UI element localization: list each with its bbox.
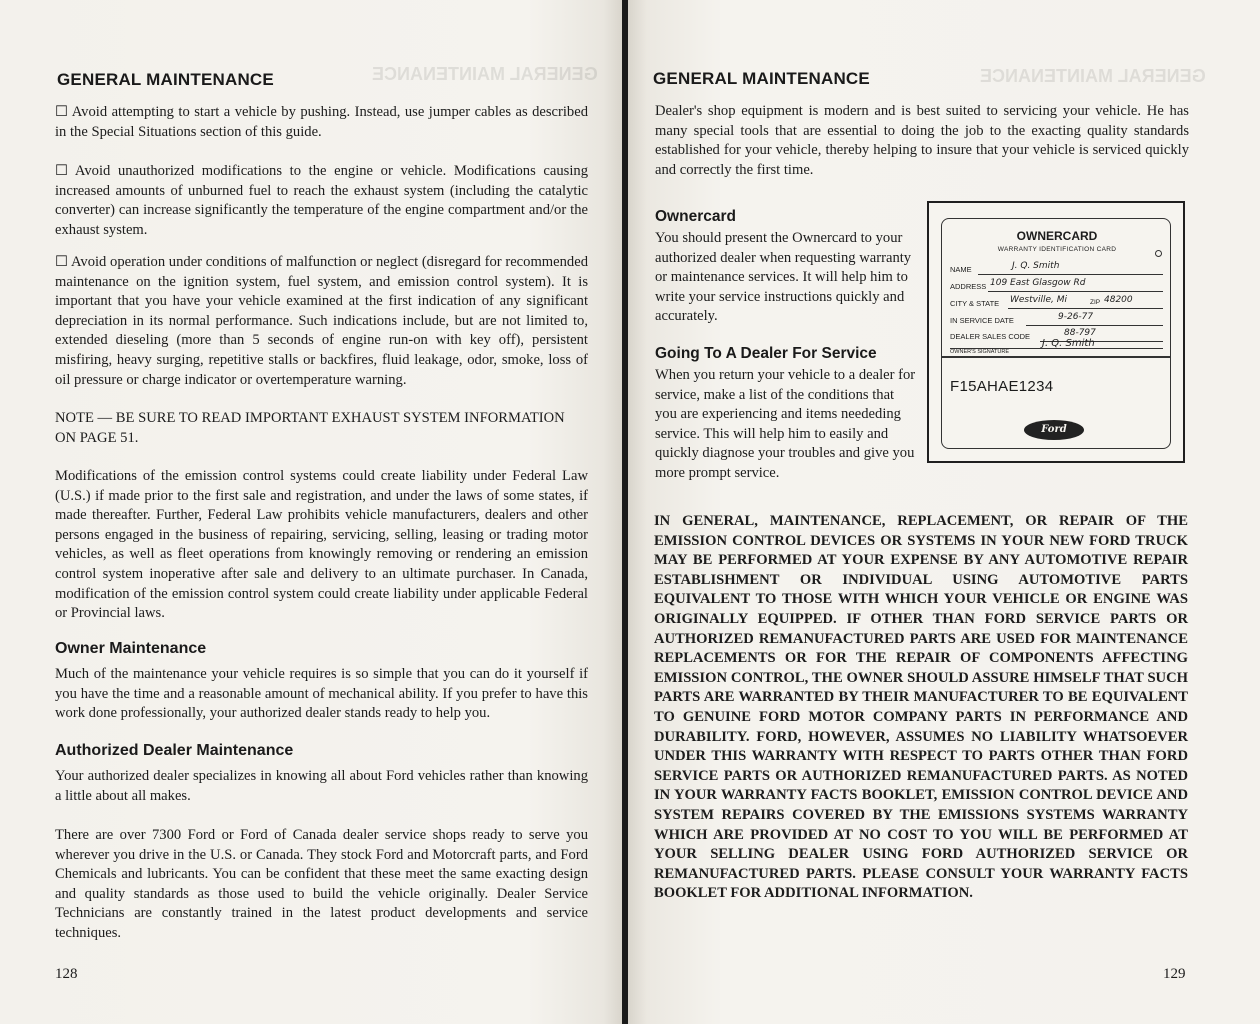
ghost-heading-left: GENERAL MAINTENANCE [372,64,598,84]
card-city-value: Westville, Mi [1010,295,1068,305]
ghost-heading-right: GENERAL MAINTENANCE [980,66,1206,86]
checklist-item: ☐ Avoid attempting to start a vehicle by pushing. Instead, use jumper cables as described in the Special Situations section of this guide. [55,104,588,140]
card-date-value: 9-26-77 [1058,312,1094,322]
going-to-dealer-text: When you return your vehicle to a dealer for service, make a list of the conditions that you are experiencing and items neededing service. This will help him to easily and quickly diagnose your troubles and give you more prompt service. [655,367,916,481]
card-date-line [1026,325,1163,326]
page-heading: GENERAL MAINTENANCE [653,69,870,88]
owner-maintenance-heading: Owner Maintenance [55,640,207,657]
card-city-line [1008,308,1163,309]
ownercard-illustration [927,201,1185,463]
card-serial-panel [941,357,1171,449]
page-number: 129 [1163,966,1186,982]
dealer-shops-text: There are over 7300 Ford or Ford of Canada dealer service shops ready to serve you wherever you drive in the U.S. or Canada. They stock Ford and Motorcraft parts, and Ford Chemicals and lubricants. You can be confident that these meet the same exacting design and quality standards as those used to build the vehicle originally. Dealer Service Technicians are constantly trained in the latest product developments and service techniques. [55,827,588,941]
card-address-label: ADDRESS [950,282,987,291]
ownercard-text: You should present the Ownercard to your authorized dealer when requesting warranty or maintenance services. It will help him to write your service instructions quickly and accurately. [655,230,912,325]
ownercard-heading: Ownercard [655,208,736,225]
card-subtitle: WARRANTY IDENTIFICATION CARD [997,246,1117,253]
checklist-item: ☐ Avoid unauthorized modifications to the engine or vehicle. Modifications causing increased amounts of unburned fuel to reach the exhaust system (including the catalytic converter) can increase significantly the temperature of the engine compartment and/or the exhaust system. [55,163,588,238]
ford-logo-icon: Ford [1024,420,1084,440]
card-hole-icon [1155,250,1162,257]
card-city-label: CITY & STATE [950,299,1000,308]
card-info-panel [941,218,1171,357]
right-page [628,0,1260,1024]
intro-paragraph: Dealer's shop equipment is modern and is best suited to servicing your vehicle. He has many special tools that are essential to doing the job to the exacting quality standards established for your vehicle, thereby helping to insure that your vehicle is serviced quickly and correctly the first time. [655,103,1189,178]
card-signature: J. Q. Smith [1042,338,1095,349]
card-date-label: IN SERVICE DATE [950,316,1014,325]
card-title: OWNERCARD [1016,229,1098,243]
dealer-maintenance-heading: Authorized Dealer Maintenance [55,742,294,759]
card-address-value: 109 East Glasgow Rd [990,278,1086,288]
card-serial-number: F15AHAE1234 [950,378,1054,395]
card-name-label: NAME [950,265,972,274]
exhaust-note: NOTE — BE SURE TO READ IMPORTANT EXHAUST SYSTEM INFORMATION ON PAGE 51. [55,410,565,446]
left-page [0,0,622,1024]
owner-maintenance-text: Much of the maintenance your vehicle requires is so simple that you can do it yourself if you have the time and a reasonable amount of mechanical ability. If you prefer to have this work done professionally, your authorized dealer stands ready to help you. [55,666,588,722]
card-zip-label: ZIP [1090,299,1101,306]
card-code-value: 88-797 [1064,328,1096,338]
card-signature-label: OWNER'S SIGNATURE [950,349,1010,355]
card-zip-value: 48200 [1104,295,1133,305]
page-number: 128 [55,966,78,982]
card-code-label: DEALER SALES CODE [950,332,1031,341]
modifications-paragraph: Modifications of the emission control systems could create liability under Federal Law (U.S.) if made prior to the first sale and registration, and under the laws of some states, if made thereafter. Further, Federal Law prohibits vehicle manufacturers, dealers and other persons engaged in the business of repairing, servicing, selling, leasing or trading motor vehicles, as well as fleet operations from knowingly removing or rendering an emission control system inoperative after sale and delivery to an ultimate purchaser. In Canada, modification of the emission control system could create liability under applicable Federal or Provincial laws. [55,468,588,622]
card-address-line [988,291,1163,292]
checklist-item: ☐ Avoid operation under conditions of malfunction or neglect (disregard for recommended maintenance on the ignition system, fuel system, and emission control system). It is important that you have your vehicle examined at the first indication of any significant depreciation in its normal performance. Such indications include, but are not limited to, extended dieseling (more than 5 seconds of engine run-on with key off), persistent misfiring, heavy surging, repetitive stalls or backfires, fluid leakage, odor, smoke, loss of oil pressure or charge indicator or overtemperature warning. [55,254,588,388]
card-name-line [978,274,1163,275]
page-heading: GENERAL MAINTENANCE [57,70,274,89]
card-name-value: J. Q. Smith [1012,261,1060,271]
dealer-maintenance-text: Your authorized dealer specializes in knowing all about Ford vehicles rather than knowing a little about all makes. [55,768,588,804]
warranty-notice: IN GENERAL, MAINTENANCE, REPLACEMENT, OR REPAIR OF THE EMISSION CONTROL DEVICES OR SYSTEMS IN YOUR NEW FORD TRUCK MAY BE PERFORMED AT YOUR EXPENSE BY ANY AUTOMOTIVE REPAIR ESTABLISHMENT OR INDIVIDUAL USING AUTOMOTIVE PARTS EQUIVALENT TO THOSE WITH WHICH YOUR VEHICLE OR ENGINE WAS ORIGINALLY EQUIPPED. IF OTHER THAN FORD SERVICE PARTS OR AUTHORIZED REMANUFACTURED PARTS ARE USED FOR MAINTENANCE REPLACEMENTS OR FOR THE REPAIR OF COMPONENTS AFFECTING EMISSION CONTROL, THE OWNER SHOULD ASSURE HIMSELF THAT SUCH PARTS ARE WARRANTED BY THEIR MANUFACTURER TO BE EQUIVALENT TO GENUINE FORD MOTOR COMPANY PARTS IN PERFORMANCE AND DURABILITY. FORD, HOWEVER, ASSUMES NO LIABILITY WHATSOEVER UNDER THIS WARRANTY WITH RESPECT TO PARTS OTHER THAN FORD SERVICE PARTS OR AUTHORIZED REMANUFACTURED PARTS. AS NOTED IN YOUR WARRANTY FACTS BOOKLET, EMISSION CONTROL DEVICE AND SYSTEM REPAIRS COVERED BY THE EMISSIONS SYSTEMS WARRANTY WHICH ARE PROVIDED AT NO COST TO YOU WILL BE PERFORMED AT YOUR SELLING DEALER USING FORD AUTHORIZED SERVICE OR REMANUFACTURED PARTS. PLEASE CONSULT YOUR WARRANTY FACTS BOOKLET FOR ADDITIONAL INFORMATION. [654,513,1188,902]
going-to-dealer-heading: Going To A Dealer For Service [655,345,877,362]
